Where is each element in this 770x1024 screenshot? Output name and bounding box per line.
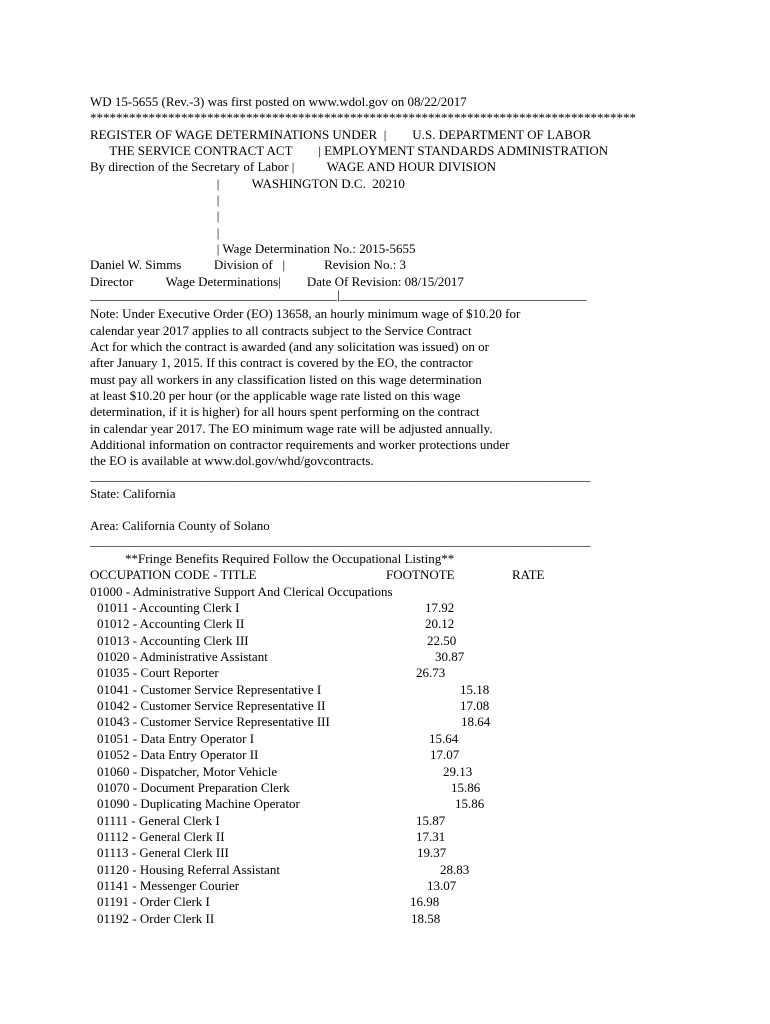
occupation-rate: 29.13	[443, 764, 473, 779]
wage-determination-number: | Wage Determination No.: 2015-5655	[90, 241, 416, 256]
header-underline: ______________________________________|______________________________________	[90, 287, 587, 302]
note-line-8: in calendar year 2017. The EO minimum wage rate will be adjusted annually.	[90, 421, 493, 436]
occupation-title: 01011 - Accounting Clerk I	[97, 600, 240, 615]
note-line-1: Note: Under Executive Order (EO) 13658, an hourly minimum wage of $10.20 for	[90, 306, 521, 321]
note-line-6: at least $10.20 per hour (or the applicable wage rate listed on this wage	[90, 388, 461, 403]
occupation-title: 01042 - Customer Service Representative II	[97, 698, 326, 713]
occupation-title: 01192 - Order Clerk II	[97, 911, 215, 926]
column-header-occupation: OCCUPATION CODE - TITLE	[90, 567, 257, 582]
occupation-title: 01111 - General Clerk I	[97, 813, 220, 828]
header-line-3: By direction of the Secretary of Labor | WAGE AND HOUR DIVISION	[90, 159, 497, 174]
occupation-rate: 22.50	[427, 633, 457, 648]
occupation-title: 01052 - Data Entry Operator II	[97, 747, 259, 762]
note-line-2: calendar year 2017 applies to all contracts subject to the Service Contract	[90, 323, 472, 338]
occupation-rate: 15.87	[416, 813, 446, 828]
occupation-rate: 30.87	[435, 649, 465, 664]
area-label: Area: California County of Solano	[90, 518, 270, 533]
occupation-rate: 17.08	[460, 698, 490, 713]
column-header-rate: RATE	[512, 567, 545, 582]
fringe-benefits-note: **Fringe Benefits Required Follow the Occupational Listing**	[125, 551, 455, 566]
section-divider: _____________________________________________________________________________	[90, 533, 591, 548]
occupation-title: 01035 - Court Reporter	[97, 665, 219, 680]
occupation-title: 01113 - General Clerk III	[97, 845, 229, 860]
occupation-title: 01141 - Messenger Courier	[97, 878, 240, 893]
occupation-title: 01043 - Customer Service Representative III	[97, 714, 330, 729]
occupation-title: 01013 - Accounting Clerk III	[97, 633, 249, 648]
occupation-title: 01041 - Customer Service Representative I	[97, 682, 322, 697]
note-line-7: determination, if it is higher) for all hours spent performing on the contract	[90, 404, 480, 419]
section-divider: _____________________________________________________________________________	[90, 468, 591, 483]
occupation-title: 01060 - Dispatcher, Motor Vehicle	[97, 764, 278, 779]
occupation-rate: 17.31	[416, 829, 446, 844]
state-label: State: California	[90, 486, 176, 501]
note-line-5: must pay all workers in any classification listed on this wage determination	[90, 372, 482, 387]
column-header-footnote: FOOTNOTE	[386, 567, 455, 582]
note-line-3: Act for which the contract is awarded (and any solicitation was issued) on or	[90, 339, 489, 354]
occupation-title: 01191 - Order Clerk I	[97, 894, 210, 909]
occupation-title: 01120 - Housing Referral Assistant	[97, 862, 280, 877]
header-line-5: |	[90, 192, 220, 207]
occupation-rate: 20.12	[425, 616, 455, 631]
occupation-title: 01090 - Duplicating Machine Operator	[97, 796, 300, 811]
occupation-rate: 16.98	[410, 894, 440, 909]
occupation-rate: 13.07	[427, 878, 457, 893]
note-line-10: the EO is available at www.dol.gov/whd/govcontracts.	[90, 453, 374, 468]
occupation-rate: 15.64	[429, 731, 459, 746]
occupation-title: 01112 - General Clerk II	[97, 829, 225, 844]
occupation-rate: 17.07	[430, 747, 460, 762]
occupation-rate: 28.83	[440, 862, 470, 877]
header-line-2: THE SERVICE CONTRACT ACT | EMPLOYMENT STANDARDS ADMINISTRATION	[90, 143, 609, 158]
posted-line: WD 15-5655 (Rev.-3) was first posted on www.wdol.gov on 08/22/2017	[90, 94, 467, 109]
occupation-group-heading: 01000 - Administrative Support And Clerical Occupations	[90, 584, 393, 599]
occupation-title: 01070 - Document Preparation Clerk	[97, 780, 290, 795]
occupation-rate: 15.86	[451, 780, 481, 795]
occupation-title: 01012 - Accounting Clerk II	[97, 616, 245, 631]
occupation-rate: 15.86	[455, 796, 485, 811]
header-line-7: |	[90, 225, 220, 240]
date-of-revision: Director Wage Determinations| Date Of Revision: 08/15/2017	[90, 274, 464, 289]
occupation-rate: 19.37	[417, 845, 447, 860]
header-line-6: |	[90, 208, 220, 223]
occupation-rate: 18.58	[411, 911, 441, 926]
asterisk-divider: ************************************************************************************	[90, 110, 636, 125]
note-line-9: Additional information on contractor requirements and worker protections under	[90, 437, 510, 452]
occupation-rate: 15.18	[460, 682, 490, 697]
header-line-1: REGISTER OF WAGE DETERMINATIONS UNDER | U.S. DEPARTMENT OF LABOR	[90, 127, 592, 142]
header-line-4: | WASHINGTON D.C. 20210	[90, 176, 405, 191]
revision-number: Daniel W. Simms Division of | Revision No.: 3	[90, 257, 407, 272]
occupation-rate: 26.73	[416, 665, 446, 680]
note-line-4: after January 1, 2015. If this contract is covered by the EO, the contractor	[90, 355, 473, 370]
occupation-title: 01051 - Data Entry Operator I	[97, 731, 255, 746]
occupation-rate: 17.92	[425, 600, 455, 615]
occupation-rate: 18.64	[461, 714, 491, 729]
occupation-title: 01020 - Administrative Assistant	[97, 649, 268, 664]
